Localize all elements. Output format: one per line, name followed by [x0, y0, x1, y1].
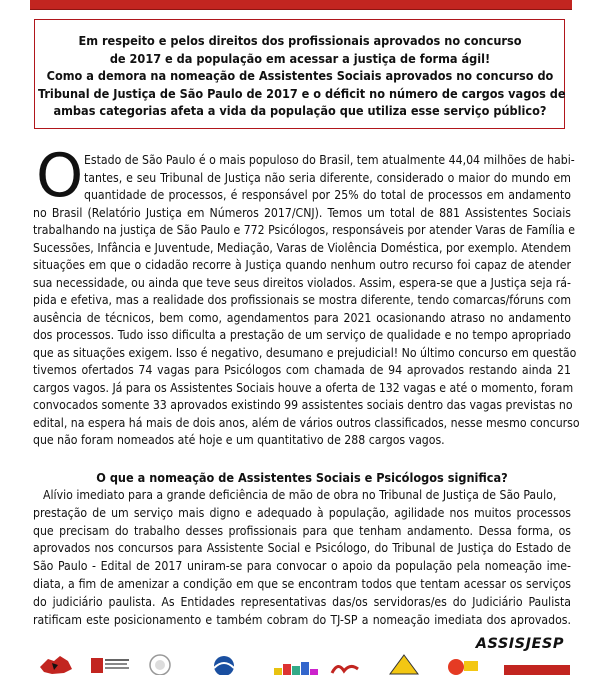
section-line: aprovados nos concursos para Assistente Social e Psicólogo, do Tribunal de Justiça do Estado de — [33, 541, 571, 556]
article-line: situações em que o cidadão recorre à Justiça quando nenhum outro recurso foi capaz de atender — [33, 258, 571, 273]
entity-seal-logo — [90, 652, 130, 675]
intro-line: de 2017 e da população em acessar a justiça de forma ágil! — [109, 50, 491, 66]
top-banner-bar — [30, 0, 572, 10]
article-line: cargos vagos. Já para os Assistentes Sociais houve a oferta de 132 vagas e até o momento, foram — [33, 380, 574, 395]
state-map-logo — [38, 653, 74, 675]
article-line: que as situações exigem. Isso é negativo, desumano e prejudicial! No último concurso em questão — [33, 345, 577, 360]
article-line: edital, na espera há mais de dois anos, além de vários outros classificados, nesse mesmo concurso — [33, 415, 580, 430]
article-line: quantidade de processos, é responsável por 25% do total de processos em andamento — [84, 188, 571, 203]
article-line: convocados somente 33 aprovados existindo 99 assistentes sociais dentro das vagas previstas no — [33, 398, 573, 413]
section-subtitle: O que a nomeação de Assistentes Sociais e Psicólogos significa? — [96, 470, 508, 485]
red-yellow-badge-logo — [444, 655, 480, 675]
intro-heading — [38, 32, 566, 120]
intro-line: Como a demora na nomeação de Assistentes Sociais aprovados no concurso do — [46, 68, 554, 84]
drop-cap: O — [36, 141, 84, 211]
article-line: pida e efetiva, mas a realidade dos profissionais se mostra diferente, tendo comarcas/fóruns com — [33, 293, 571, 308]
article-line: ausência de técnicos, bem como, agendamentos para 2021 ocasionando atraso no andamento — [33, 310, 571, 325]
section-line: diata, a fim de amenizar a condição em que se encontram todos que tentam acessar os serviços — [33, 576, 571, 591]
section-body — [33, 487, 571, 629]
article-line: trabalhando na justiça de São Paulo e 772 Psicólogos, responsáveis por atender Varas de Família e — [33, 223, 575, 238]
article-line: sua necessidade, ou ainda que teve seus direitos violados. Assim, espera-se que a Justiça seja rá- — [33, 275, 571, 290]
article-line: dos processos. Tudo isso dificulta a prestação de um serviço de qualidade e no tempo apropriado — [33, 328, 571, 343]
colorful-banner-logo — [210, 652, 238, 675]
intro-line: ambas categorias afeta a vida da população que utiliza esse serviço público? — [53, 103, 547, 119]
red-script-logo — [330, 661, 360, 675]
article-line: que não foram nomeados até hoje e um quantitativo de 288 cargos vagos. — [33, 433, 445, 448]
round-emblem-logo — [148, 653, 172, 675]
section-line: do judiciário paulista. As Entidades representativas das/os servidoras/es do Judiciário Paulista — [33, 594, 571, 609]
article-line: no Brasil (Relatório Justiça em Números 2017/CNJ). Temos um total de 881 Assistentes Sociais — [33, 205, 571, 220]
article-line: tantes, e seu Tribunal de Justiça não seria diferente, considerado o maior do mundo em — [84, 170, 571, 185]
red-brand-logo — [504, 663, 570, 675]
signature-assisjesp: ASSISJESP — [475, 636, 564, 652]
section-line: prestação de um serviço mais digno e adequado à população, agilidade nos muitos processos — [33, 505, 571, 520]
intro-line: Tribunal de Justiça de São Paulo de 2017 e o déficit no número de cargos vagos de — [38, 85, 566, 101]
intro-line: Em respeito e pelos direitos dos profissionais aprovados no concurso — [78, 33, 522, 48]
article-line: tivemos ofertados 74 vagas para Psicólogos com chamada de 94 aprovados restando ainda 21 — [33, 363, 571, 378]
section-line: Alívio imediato para a grande deficiência de mão de obra no Tribunal de Justiça de São Paulo, — [43, 488, 557, 502]
rainbow-stripes-logo — [274, 660, 318, 675]
yellow-triangle-logo — [388, 653, 420, 675]
section-line: ratificam este posicionamento e também cobram do TJ-SP a nomeação imediata dos aprovados. — [33, 612, 571, 627]
article-body — [33, 152, 580, 450]
section-line: São Paulo - Edital de 2017 uniram-se para convocar o apoio da população pela nomeação ime- — [33, 559, 571, 574]
entity-logos-strip — [30, 652, 575, 675]
section-line: que precisam do trabalho desses profissionais para que tenham andamento. Dessa forma, os — [33, 523, 571, 538]
article-line: Sucessões, Infância e Juventude, Mediação, Varas de Violência Doméstica, por exemplo. Atendem — [33, 240, 571, 255]
article-line: Estado de São Paulo é o mais populoso do Brasil, tem atualmente 44,04 milhões de habi- — [84, 153, 575, 167]
